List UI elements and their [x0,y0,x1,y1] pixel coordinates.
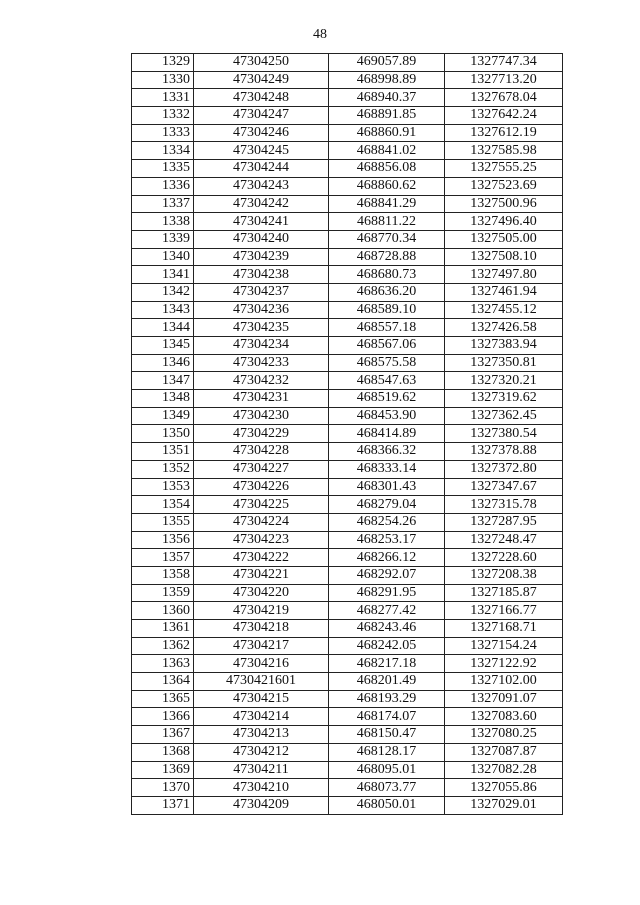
row-number-cell: 1366 [132,708,194,726]
row-number-cell: 1341 [132,266,194,284]
y-coordinate-cell: 1327087.87 [445,743,563,761]
table-row [132,531,563,549]
table-row [132,620,563,638]
point-code-cell: 47304245 [194,142,329,160]
row-number-cell: 1344 [132,319,194,337]
point-code-cell: 47304215 [194,690,329,708]
y-coordinate-cell: 1327166.77 [445,602,563,620]
x-coordinate-cell: 468557.18 [329,319,445,337]
table-row [132,407,563,425]
table-row [132,566,563,584]
point-code-cell: 47304222 [194,549,329,567]
point-code-cell: 47304241 [194,213,329,231]
y-coordinate-cell: 1327055.86 [445,779,563,797]
y-coordinate-cell: 1327122.92 [445,655,563,673]
y-coordinate-cell: 1327642.24 [445,107,563,125]
table-row [132,726,563,744]
point-code-cell: 47304246 [194,124,329,142]
row-number-cell: 1368 [132,743,194,761]
row-number-cell: 1365 [132,690,194,708]
x-coordinate-cell: 468095.01 [329,761,445,779]
y-coordinate-cell: 1327315.78 [445,496,563,514]
x-coordinate-cell: 468073.77 [329,779,445,797]
point-code-cell: 47304226 [194,478,329,496]
y-coordinate-cell: 1327497.80 [445,266,563,284]
point-code-cell: 47304228 [194,443,329,461]
row-number-cell: 1371 [132,796,194,814]
point-code-cell: 47304219 [194,602,329,620]
row-number-cell: 1332 [132,107,194,125]
x-coordinate-cell: 468254.26 [329,513,445,531]
table-row [132,301,563,319]
point-code-cell: 47304238 [194,266,329,284]
point-code-cell: 47304230 [194,407,329,425]
coordinates-table [131,53,563,815]
x-coordinate-cell: 469057.89 [329,54,445,72]
x-coordinate-cell: 468301.43 [329,478,445,496]
x-coordinate-cell: 468414.89 [329,425,445,443]
point-code-cell: 47304225 [194,496,329,514]
point-code-cell: 47304240 [194,230,329,248]
row-number-cell: 1347 [132,372,194,390]
x-coordinate-cell: 468292.07 [329,566,445,584]
table-row [132,673,563,691]
table-row [132,177,563,195]
row-number-cell: 1360 [132,602,194,620]
point-code-cell: 47304244 [194,160,329,178]
table-row [132,142,563,160]
point-code-cell: 47304231 [194,390,329,408]
point-code-cell: 47304249 [194,71,329,89]
x-coordinate-cell: 468128.17 [329,743,445,761]
y-coordinate-cell: 1327372.80 [445,460,563,478]
row-number-cell: 1350 [132,425,194,443]
y-coordinate-cell: 1327461.94 [445,283,563,301]
row-number-cell: 1362 [132,637,194,655]
table-row [132,89,563,107]
table-row [132,460,563,478]
point-code-cell: 47304212 [194,743,329,761]
x-coordinate-cell: 468567.06 [329,337,445,355]
x-coordinate-cell: 468277.42 [329,602,445,620]
row-number-cell: 1357 [132,549,194,567]
y-coordinate-cell: 1327154.24 [445,637,563,655]
point-code-cell: 47304210 [194,779,329,797]
table-row [132,372,563,390]
table-row [132,637,563,655]
y-coordinate-cell: 1327319.62 [445,390,563,408]
x-coordinate-cell: 468728.88 [329,248,445,266]
row-number-cell: 1342 [132,283,194,301]
point-code-cell: 47304221 [194,566,329,584]
row-number-cell: 1330 [132,71,194,89]
y-coordinate-cell: 1327362.45 [445,407,563,425]
table-row [132,602,563,620]
row-number-cell: 1331 [132,89,194,107]
table-row [132,354,563,372]
y-coordinate-cell: 1327185.87 [445,584,563,602]
point-code-cell: 47304237 [194,283,329,301]
table-row [132,478,563,496]
row-number-cell: 1336 [132,177,194,195]
row-number-cell: 1364 [132,673,194,691]
y-coordinate-cell: 1327080.25 [445,726,563,744]
point-code-cell: 4730421601 [194,673,329,691]
row-number-cell: 1353 [132,478,194,496]
row-number-cell: 1363 [132,655,194,673]
table-row [132,584,563,602]
y-coordinate-cell: 1327320.21 [445,372,563,390]
point-code-cell: 47304235 [194,319,329,337]
x-coordinate-cell: 468940.37 [329,89,445,107]
y-coordinate-cell: 1327083.60 [445,708,563,726]
y-coordinate-cell: 1327585.98 [445,142,563,160]
y-coordinate-cell: 1327426.58 [445,319,563,337]
y-coordinate-cell: 1327082.28 [445,761,563,779]
y-coordinate-cell: 1327287.95 [445,513,563,531]
y-coordinate-cell: 1327228.60 [445,549,563,567]
row-number-cell: 1335 [132,160,194,178]
x-coordinate-cell: 468366.32 [329,443,445,461]
table-row [132,443,563,461]
x-coordinate-cell: 468891.85 [329,107,445,125]
point-code-cell: 47304217 [194,637,329,655]
table-row [132,124,563,142]
y-coordinate-cell: 1327500.96 [445,195,563,213]
x-coordinate-cell: 468860.91 [329,124,445,142]
table-row [132,708,563,726]
y-coordinate-cell: 1327347.67 [445,478,563,496]
x-coordinate-cell: 468636.20 [329,283,445,301]
table-row [132,283,563,301]
point-code-cell: 47304216 [194,655,329,673]
x-coordinate-cell: 468856.08 [329,160,445,178]
row-number-cell: 1337 [132,195,194,213]
table-row [132,743,563,761]
x-coordinate-cell: 468547.63 [329,372,445,390]
y-coordinate-cell: 1327350.81 [445,354,563,372]
y-coordinate-cell: 1327383.94 [445,337,563,355]
point-code-cell: 47304218 [194,620,329,638]
row-number-cell: 1358 [132,566,194,584]
row-number-cell: 1346 [132,354,194,372]
point-code-cell: 47304229 [194,425,329,443]
table-row [132,390,563,408]
table-row [132,690,563,708]
x-coordinate-cell: 468266.12 [329,549,445,567]
table-row [132,107,563,125]
table-row [132,796,563,814]
x-coordinate-cell: 468201.49 [329,673,445,691]
row-number-cell: 1329 [132,54,194,72]
row-number-cell: 1351 [132,443,194,461]
x-coordinate-cell: 468217.18 [329,655,445,673]
point-code-cell: 47304213 [194,726,329,744]
y-coordinate-cell: 1327208.38 [445,566,563,584]
row-number-cell: 1355 [132,513,194,531]
table-row [132,195,563,213]
point-code-cell: 47304227 [194,460,329,478]
x-coordinate-cell: 468841.29 [329,195,445,213]
point-code-cell: 47304220 [194,584,329,602]
table-row [132,549,563,567]
row-number-cell: 1359 [132,584,194,602]
point-code-cell: 47304236 [194,301,329,319]
y-coordinate-cell: 1327168.71 [445,620,563,638]
y-coordinate-cell: 1327508.10 [445,248,563,266]
coordinates-table-body [132,54,563,815]
y-coordinate-cell: 1327380.54 [445,425,563,443]
y-coordinate-cell: 1327091.07 [445,690,563,708]
x-coordinate-cell: 468811.22 [329,213,445,231]
table-row [132,761,563,779]
x-coordinate-cell: 468193.29 [329,690,445,708]
y-coordinate-cell: 1327713.20 [445,71,563,89]
point-code-cell: 47304223 [194,531,329,549]
x-coordinate-cell: 468050.01 [329,796,445,814]
table-row [132,513,563,531]
x-coordinate-cell: 468291.95 [329,584,445,602]
point-code-cell: 47304209 [194,796,329,814]
row-number-cell: 1352 [132,460,194,478]
table-row [132,160,563,178]
table-row [132,496,563,514]
row-number-cell: 1338 [132,213,194,231]
table-row [132,71,563,89]
row-number-cell: 1367 [132,726,194,744]
point-code-cell: 47304247 [194,107,329,125]
page-number: 48 [313,27,327,42]
x-coordinate-cell: 468453.90 [329,407,445,425]
point-code-cell: 47304214 [194,708,329,726]
y-coordinate-cell: 1327678.04 [445,89,563,107]
row-number-cell: 1361 [132,620,194,638]
x-coordinate-cell: 468279.04 [329,496,445,514]
table-row [132,655,563,673]
point-code-cell: 47304250 [194,54,329,72]
y-coordinate-cell: 1327029.01 [445,796,563,814]
x-coordinate-cell: 468860.62 [329,177,445,195]
y-coordinate-cell: 1327248.47 [445,531,563,549]
x-coordinate-cell: 468589.10 [329,301,445,319]
y-coordinate-cell: 1327102.00 [445,673,563,691]
x-coordinate-cell: 468150.47 [329,726,445,744]
y-coordinate-cell: 1327747.34 [445,54,563,72]
table-row [132,337,563,355]
point-code-cell: 47304248 [194,89,329,107]
y-coordinate-cell: 1327496.40 [445,213,563,231]
y-coordinate-cell: 1327455.12 [445,301,563,319]
row-number-cell: 1354 [132,496,194,514]
x-coordinate-cell: 468519.62 [329,390,445,408]
x-coordinate-cell: 468575.58 [329,354,445,372]
y-coordinate-cell: 1327378.88 [445,443,563,461]
x-coordinate-cell: 468333.14 [329,460,445,478]
point-code-cell: 47304224 [194,513,329,531]
row-number-cell: 1333 [132,124,194,142]
x-coordinate-cell: 468174.07 [329,708,445,726]
x-coordinate-cell: 468253.17 [329,531,445,549]
table-row [132,425,563,443]
table-row [132,779,563,797]
row-number-cell: 1348 [132,390,194,408]
x-coordinate-cell: 468242.05 [329,637,445,655]
point-code-cell: 47304233 [194,354,329,372]
table-row [132,213,563,231]
point-code-cell: 47304234 [194,337,329,355]
row-number-cell: 1343 [132,301,194,319]
point-code-cell: 47304243 [194,177,329,195]
table-row [132,54,563,72]
point-code-cell: 47304211 [194,761,329,779]
table-row [132,319,563,337]
x-coordinate-cell: 468243.46 [329,620,445,638]
x-coordinate-cell: 468998.89 [329,71,445,89]
row-number-cell: 1370 [132,779,194,797]
y-coordinate-cell: 1327505.00 [445,230,563,248]
row-number-cell: 1369 [132,761,194,779]
row-number-cell: 1345 [132,337,194,355]
y-coordinate-cell: 1327555.25 [445,160,563,178]
row-number-cell: 1340 [132,248,194,266]
y-coordinate-cell: 1327612.19 [445,124,563,142]
row-number-cell: 1356 [132,531,194,549]
point-code-cell: 47304239 [194,248,329,266]
table-row [132,248,563,266]
y-coordinate-cell: 1327523.69 [445,177,563,195]
x-coordinate-cell: 468770.34 [329,230,445,248]
x-coordinate-cell: 468680.73 [329,266,445,284]
point-code-cell: 47304242 [194,195,329,213]
table-row [132,230,563,248]
row-number-cell: 1349 [132,407,194,425]
x-coordinate-cell: 468841.02 [329,142,445,160]
row-number-cell: 1339 [132,230,194,248]
row-number-cell: 1334 [132,142,194,160]
table-row [132,266,563,284]
point-code-cell: 47304232 [194,372,329,390]
